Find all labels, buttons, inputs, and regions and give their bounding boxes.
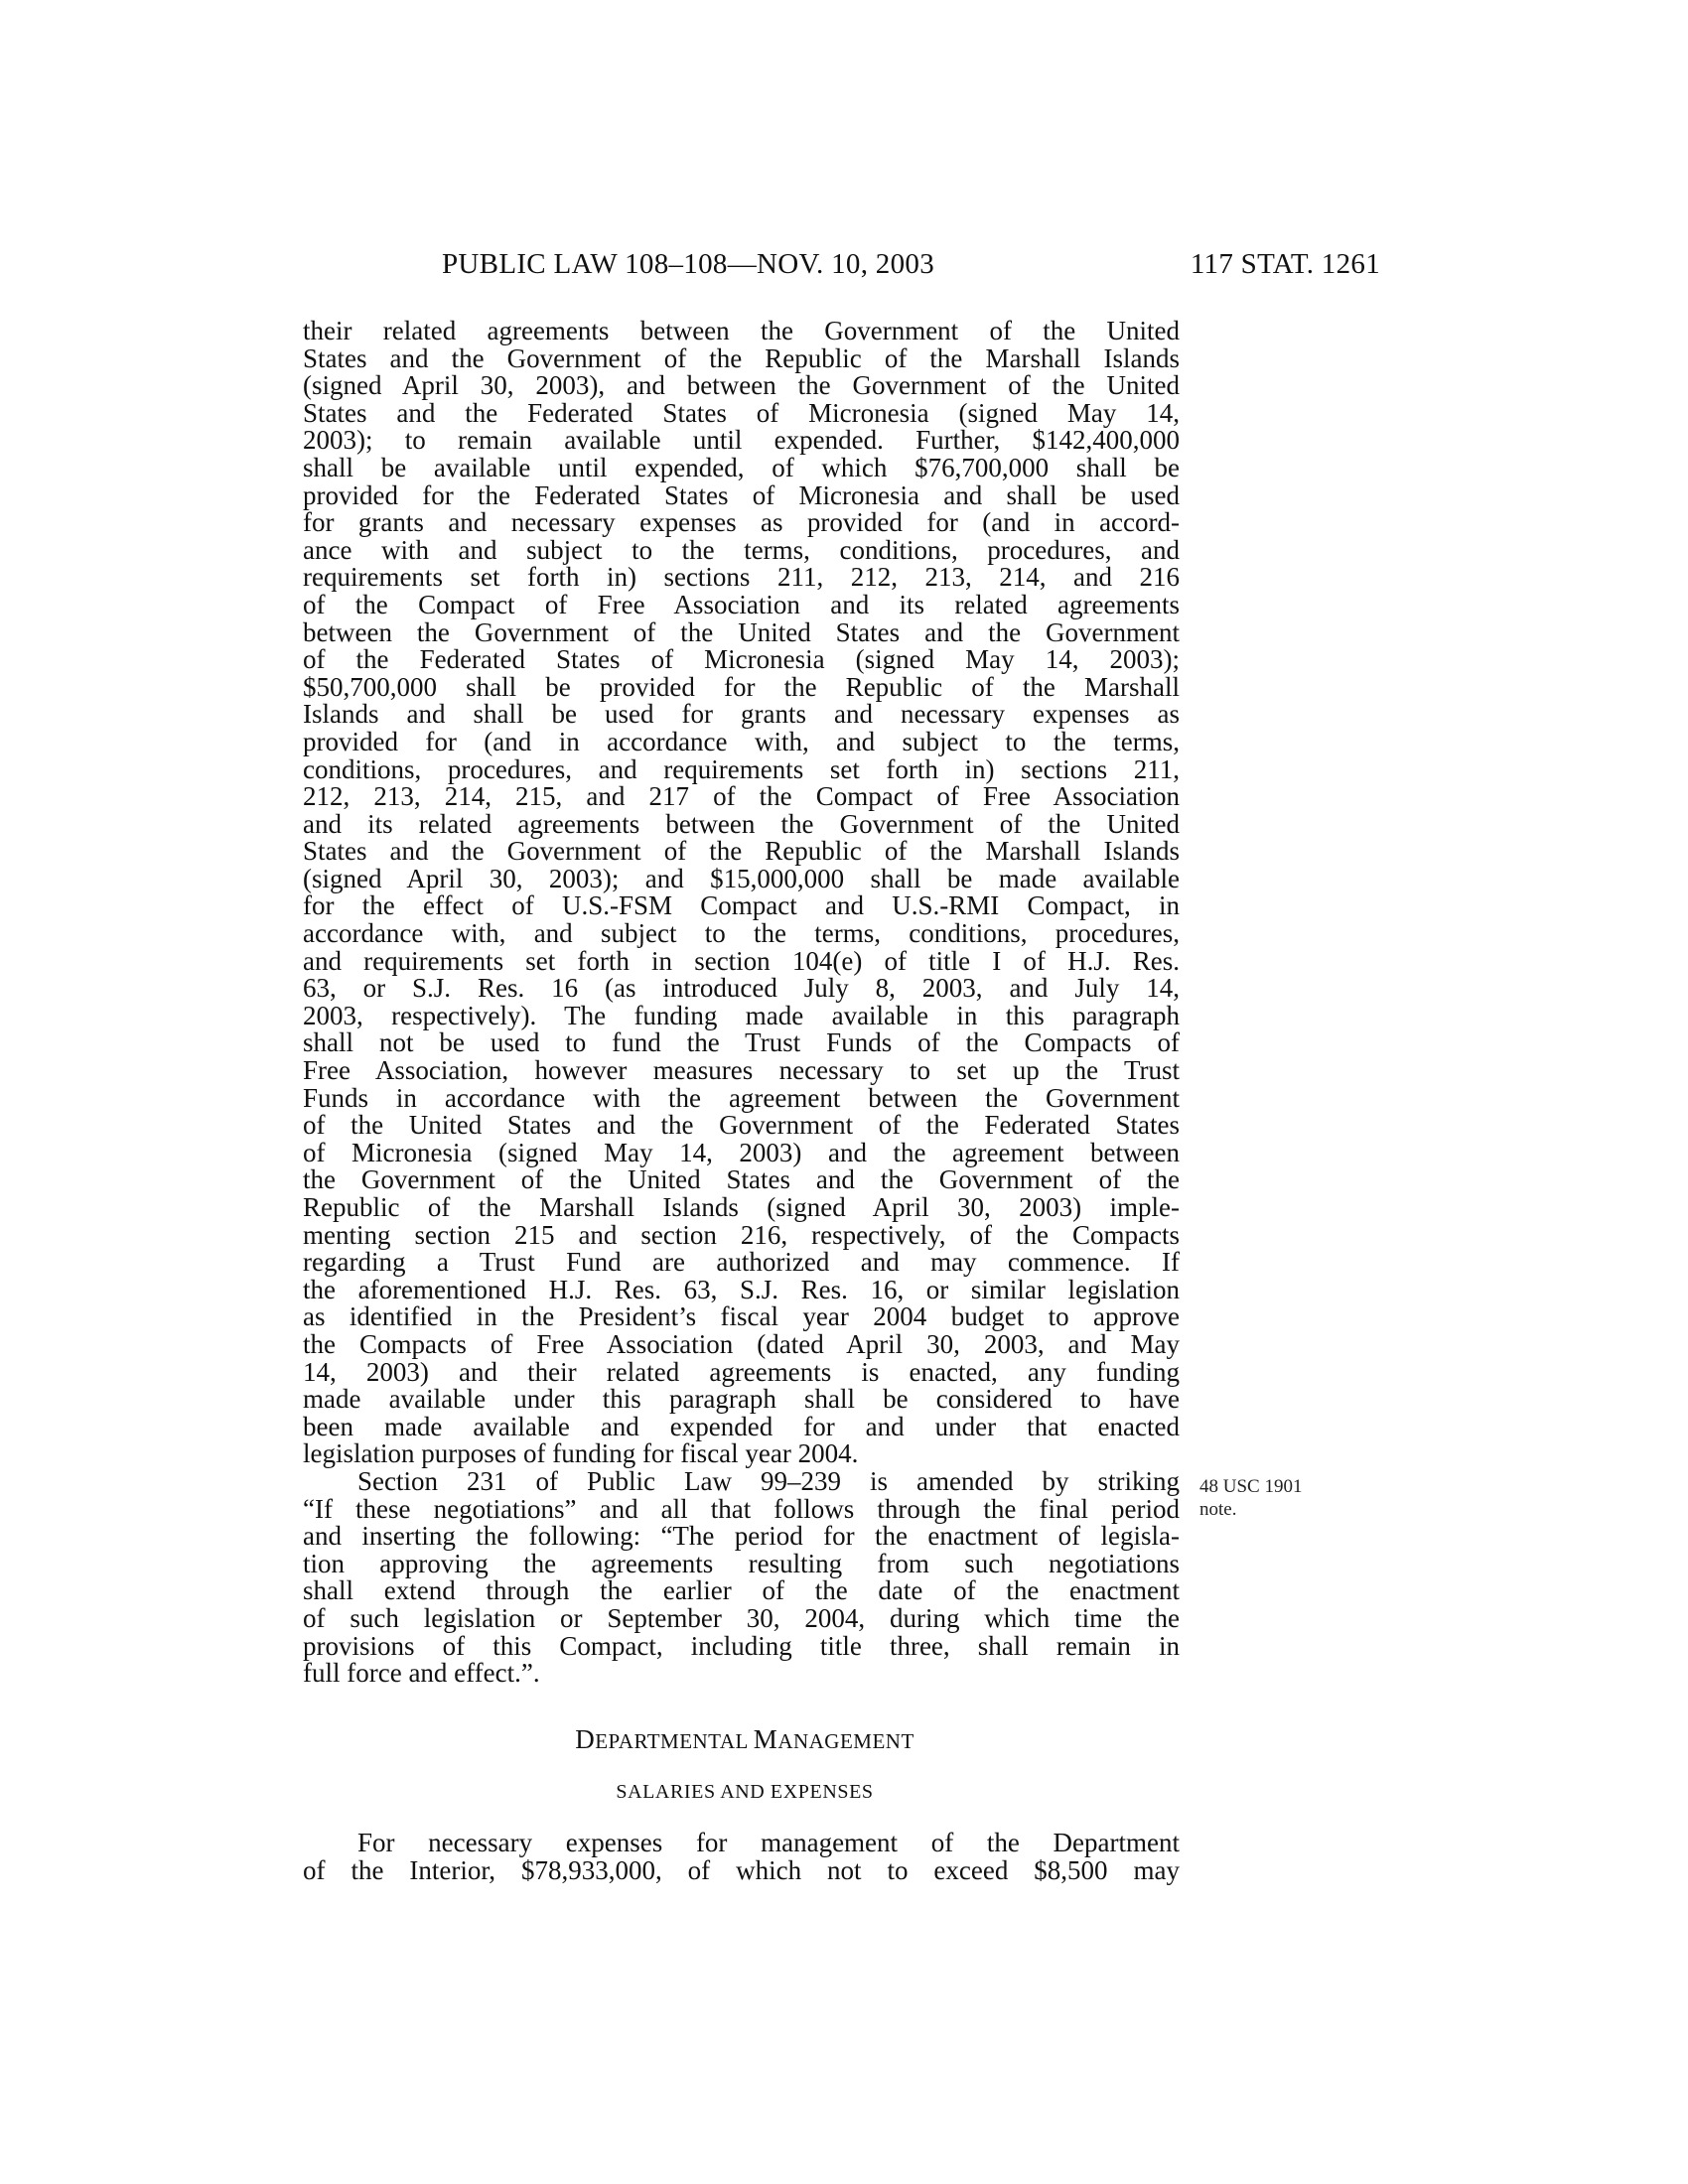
text-line: Section 231 of Public Law 99–239 is amended by striking — [357, 1465, 1180, 1496]
text-line: 2003); to remain available until expended. Further, $142,400,000 — [303, 425, 1180, 456]
text-line: 63, or S.J. Res. 16 (as introduced July 8, 2003, and July 14, — [303, 973, 1180, 1004]
text-line: of the United States and the Government of the Federated States — [303, 1110, 1180, 1141]
text-line: of the Compact of Free Association and its related agreements — [303, 589, 1180, 619]
text-line: and its related agreements between the Government of the United — [303, 808, 1180, 839]
text-line: requirements set forth in) sections 211, 212, 213, 214, and 216 — [303, 562, 1180, 593]
margin-note-line: note. — [1199, 1499, 1237, 1520]
text-line: conditions, procedures, and requirements set forth in) sections 211, — [303, 753, 1180, 784]
text-line: and inserting the following: “The period for the enactment of legisla- — [303, 1521, 1180, 1552]
text-line: been made available and expended for and under that enacted — [303, 1411, 1180, 1441]
text-line: Republic of the Marshall Islands (signed April 30, 2003) imple- — [303, 1192, 1180, 1222]
text-line: tion approving the agreements resulting from such negotiations — [303, 1548, 1180, 1578]
text-line: for the effect of U.S.-FSM Compact and U.S.-RMI Compact, in — [303, 890, 1180, 921]
text-line: and requirements set forth in section 104(e) of title I of H.J. Res. — [303, 945, 1180, 976]
heading-departmental-management — [0, 1724, 1489, 1755]
text-line: of Micronesia (signed May 14, 2003) and the agreement between — [303, 1137, 1180, 1167]
text-line: legislation purposes of funding for fiscal year 2004. — [303, 1438, 859, 1469]
text-line: the Government of the United States and the Government of the — [303, 1164, 1180, 1195]
heading-initial: M — [753, 1724, 778, 1754]
text-line: between the Government of the United States and the Government — [303, 616, 1180, 647]
text-line: Islands and shall be used for grants and necessary expenses as — [303, 699, 1180, 730]
heading-smallcaps: EPARTMENTAL — [595, 1729, 754, 1753]
salaries-text — [303, 1830, 1180, 1884]
text-line: States and the Federated States of Micronesia (signed May 14, — [303, 397, 1180, 428]
text-line: for grants and necessary expenses as provided for (and in accord- — [303, 507, 1180, 538]
text-line: menting section 215 and section 216, respectively, of the Compacts — [303, 1219, 1180, 1250]
text-line: shall be available until expended, of which $76,700,000 shall be — [303, 452, 1180, 482]
text-line: “If these negotiations” and all that follows through the final period — [303, 1493, 1180, 1524]
text-line: shall not be used to fund the Trust Funds of the Compacts of — [303, 1027, 1180, 1058]
margin-note-usc — [1199, 1475, 1302, 1521]
text-line: shall extend through the earlier of the date of the enactment — [303, 1575, 1180, 1606]
text-line: the Compacts of Free Association (dated April 30, 2003, and May — [303, 1328, 1180, 1359]
paragraph-section-231-amendment — [303, 1465, 1180, 1689]
text-line: (signed April 30, 2003); and $15,000,000 shall be made available — [303, 863, 1180, 893]
text-line: of the Interior, $78,933,000, of which not to exceed $8,500 may — [303, 1854, 1180, 1885]
text-line: States and the Government of the Republic of the Marshall Islands — [303, 836, 1180, 867]
text-line: their related agreements between the Government of the United — [303, 316, 1180, 345]
text-line: the aforementioned H.J. Res. 63, S.J. Res. 16, or similar legislation — [303, 1274, 1180, 1304]
text-line: of the Federated States of Micronesia (signed May 14, 2003); — [303, 644, 1180, 675]
text-line: regarding a Trust Fund are authorized and may commence. If — [303, 1247, 1180, 1278]
heading-smallcaps: ANAGEMENT — [777, 1729, 914, 1753]
text-line: $50,700,000 shall be provided for the Republic of the Marshall — [303, 671, 1180, 702]
text-line: provisions of this Compact, including title three, shall remain in — [303, 1630, 1180, 1661]
text-line: 212, 213, 214, 215, and 217 of the Compact of Free Association — [303, 781, 1180, 812]
text-line: as identified in the President’s fiscal year 2004 budget to approve — [303, 1301, 1180, 1332]
text-line: For necessary expenses for management of the Department — [357, 1828, 1180, 1857]
text-line: full force and effect.”. — [303, 1658, 540, 1689]
text-line: accordance with, and subject to the terms, conditions, procedures, — [303, 918, 1180, 949]
appropriations-text — [303, 318, 1180, 1688]
margin-note-line: 48 USC 1901 — [1199, 1476, 1303, 1497]
text-line: 2003, respectively). The funding made available in this paragraph — [303, 1000, 1180, 1030]
heading-initial: D — [575, 1724, 596, 1754]
text-line: ance with and subject to the terms, conditions, procedures, and — [303, 534, 1180, 565]
text-line: provided for the Federated States of Micronesia and shall be used — [303, 479, 1180, 510]
public-law-citation: PUBLIC LAW 108–108—NOV. 10, 2003 — [442, 248, 935, 280]
running-head — [442, 248, 1380, 288]
text-line: Funds in accordance with the agreement between the Government — [303, 1082, 1180, 1113]
text-line: provided for (and in accordance with, and subject to the terms, — [303, 726, 1180, 756]
statute-page-number: 117 STAT. 1261 — [1190, 248, 1380, 280]
heading-salaries-and-expenses: SALARIES AND EXPENSES — [616, 1781, 874, 1803]
text-line: of such legislation or September 30, 2004, during which time the — [303, 1602, 1180, 1633]
text-line: States and the Government of the Republic of the Marshall Islands — [303, 342, 1180, 373]
text-line: Free Association, however measures necessary to set up the Trust — [303, 1055, 1180, 1086]
text-line: 14, 2003) and their related agreements is enacted, any funding — [303, 1356, 1180, 1387]
text-line: (signed April 30, 2003), and between the Government of the United — [303, 370, 1180, 401]
text-line: made available under this paragraph shall be considered to have — [303, 1384, 1180, 1415]
paragraph-management-expenses — [303, 1830, 1180, 1884]
paragraph-compact-funding — [303, 318, 1180, 1468]
